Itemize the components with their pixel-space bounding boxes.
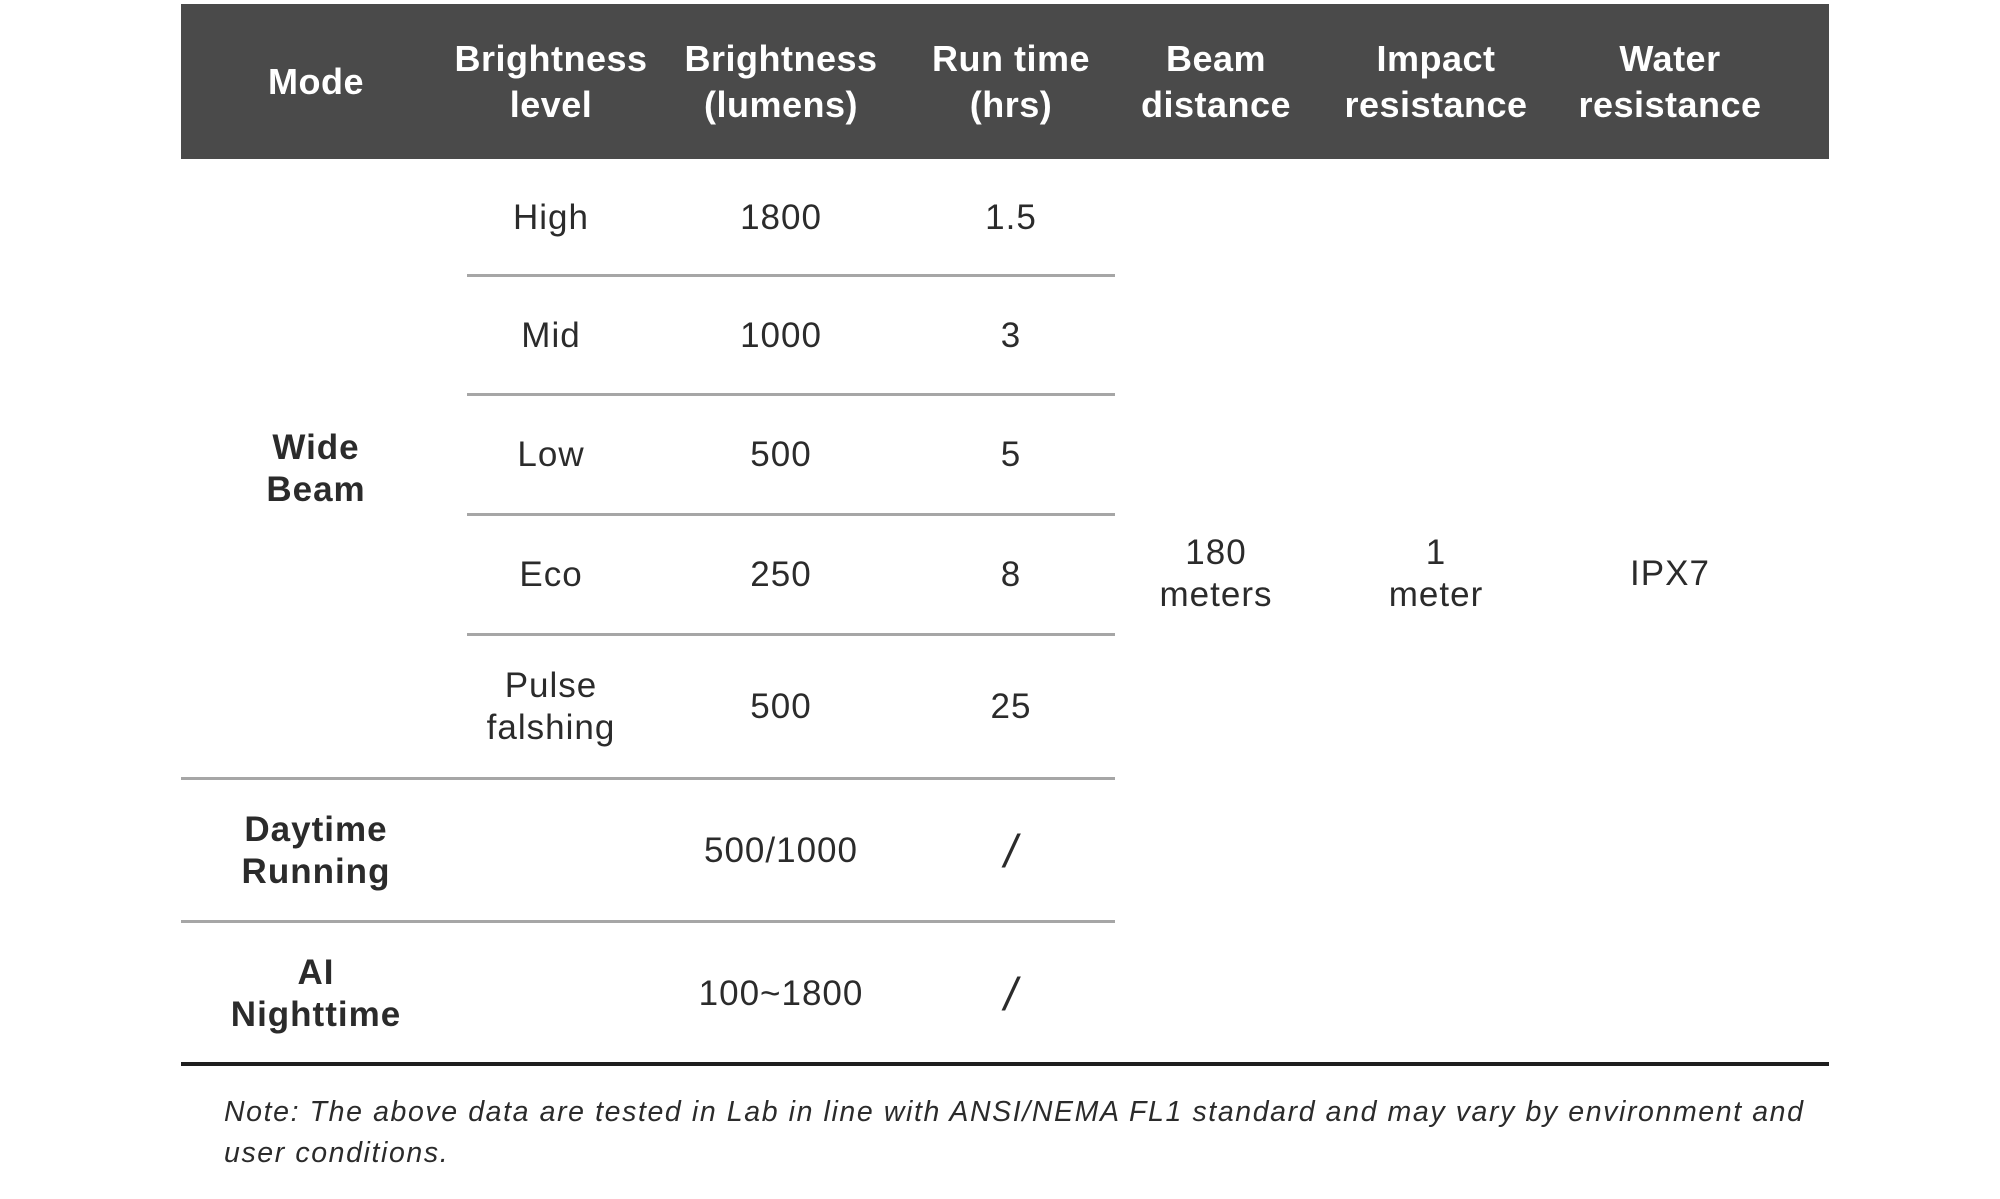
- level-mid: Mid: [521, 316, 581, 355]
- impact-resistance-value: 1 meter: [1388, 533, 1484, 614]
- row-divider: [467, 633, 1115, 636]
- mode-wide-beam: Wide Beam: [266, 428, 366, 509]
- runtime-high: 1.5: [985, 198, 1037, 237]
- header-run-time: Run time (hrs): [931, 37, 1090, 125]
- mode-ai-nighttime: AI Nighttime: [230, 952, 402, 1034]
- header-water-resistance: Water resistance: [1578, 37, 1762, 125]
- row-divider: [181, 920, 1115, 923]
- header-impact-resistance: Impact resistance: [1344, 37, 1528, 125]
- level-high: High: [513, 198, 589, 237]
- header-brightness-level: Brightness level: [454, 37, 648, 125]
- row-divider: [181, 777, 1115, 780]
- mode-daytime-running: Daytime Running: [241, 809, 391, 891]
- header-beam-distance: Beam distance: [1140, 37, 1292, 125]
- row-divider: [467, 513, 1115, 516]
- lumens-mid: 1000: [740, 316, 822, 355]
- level-eco: Eco: [519, 555, 583, 594]
- runtime-ai-nighttime: /: [1004, 967, 1018, 1020]
- row-divider: [467, 274, 1115, 277]
- level-pulse-flashing: Pulse falshing: [486, 666, 616, 747]
- header-mode: Mode: [268, 60, 364, 102]
- header-brightness-lumens: Brightness (lumens): [684, 37, 878, 125]
- lumens-daytime-running: 500/1000: [704, 830, 858, 870]
- lumens-ai-nighttime: 100~1800: [698, 973, 864, 1013]
- runtime-mid: 3: [1000, 316, 1022, 355]
- runtime-pulse-flashing: 25: [990, 687, 1032, 726]
- water-resistance-value: IPX7: [1630, 554, 1710, 593]
- lumens-eco: 250: [750, 555, 812, 594]
- footnote: Note: The above data are tested in Lab in line with ANSI/NEMA FL1 standard and may vary by environment and user conditions.: [224, 1096, 1805, 1169]
- table-header: [181, 4, 1829, 159]
- runtime-eco: 8: [1000, 555, 1022, 594]
- runtime-low: 5: [1000, 435, 1022, 474]
- lumens-high: 1800: [740, 198, 822, 237]
- lumens-low: 500: [750, 435, 812, 474]
- table-bottom-rule: [181, 1062, 1829, 1066]
- level-low: Low: [517, 435, 585, 474]
- beam-distance-value: 180 meters: [1159, 533, 1273, 614]
- row-divider: [467, 393, 1115, 396]
- runtime-daytime-running: /: [1004, 824, 1018, 877]
- lumens-pulse-flashing: 500: [750, 687, 812, 726]
